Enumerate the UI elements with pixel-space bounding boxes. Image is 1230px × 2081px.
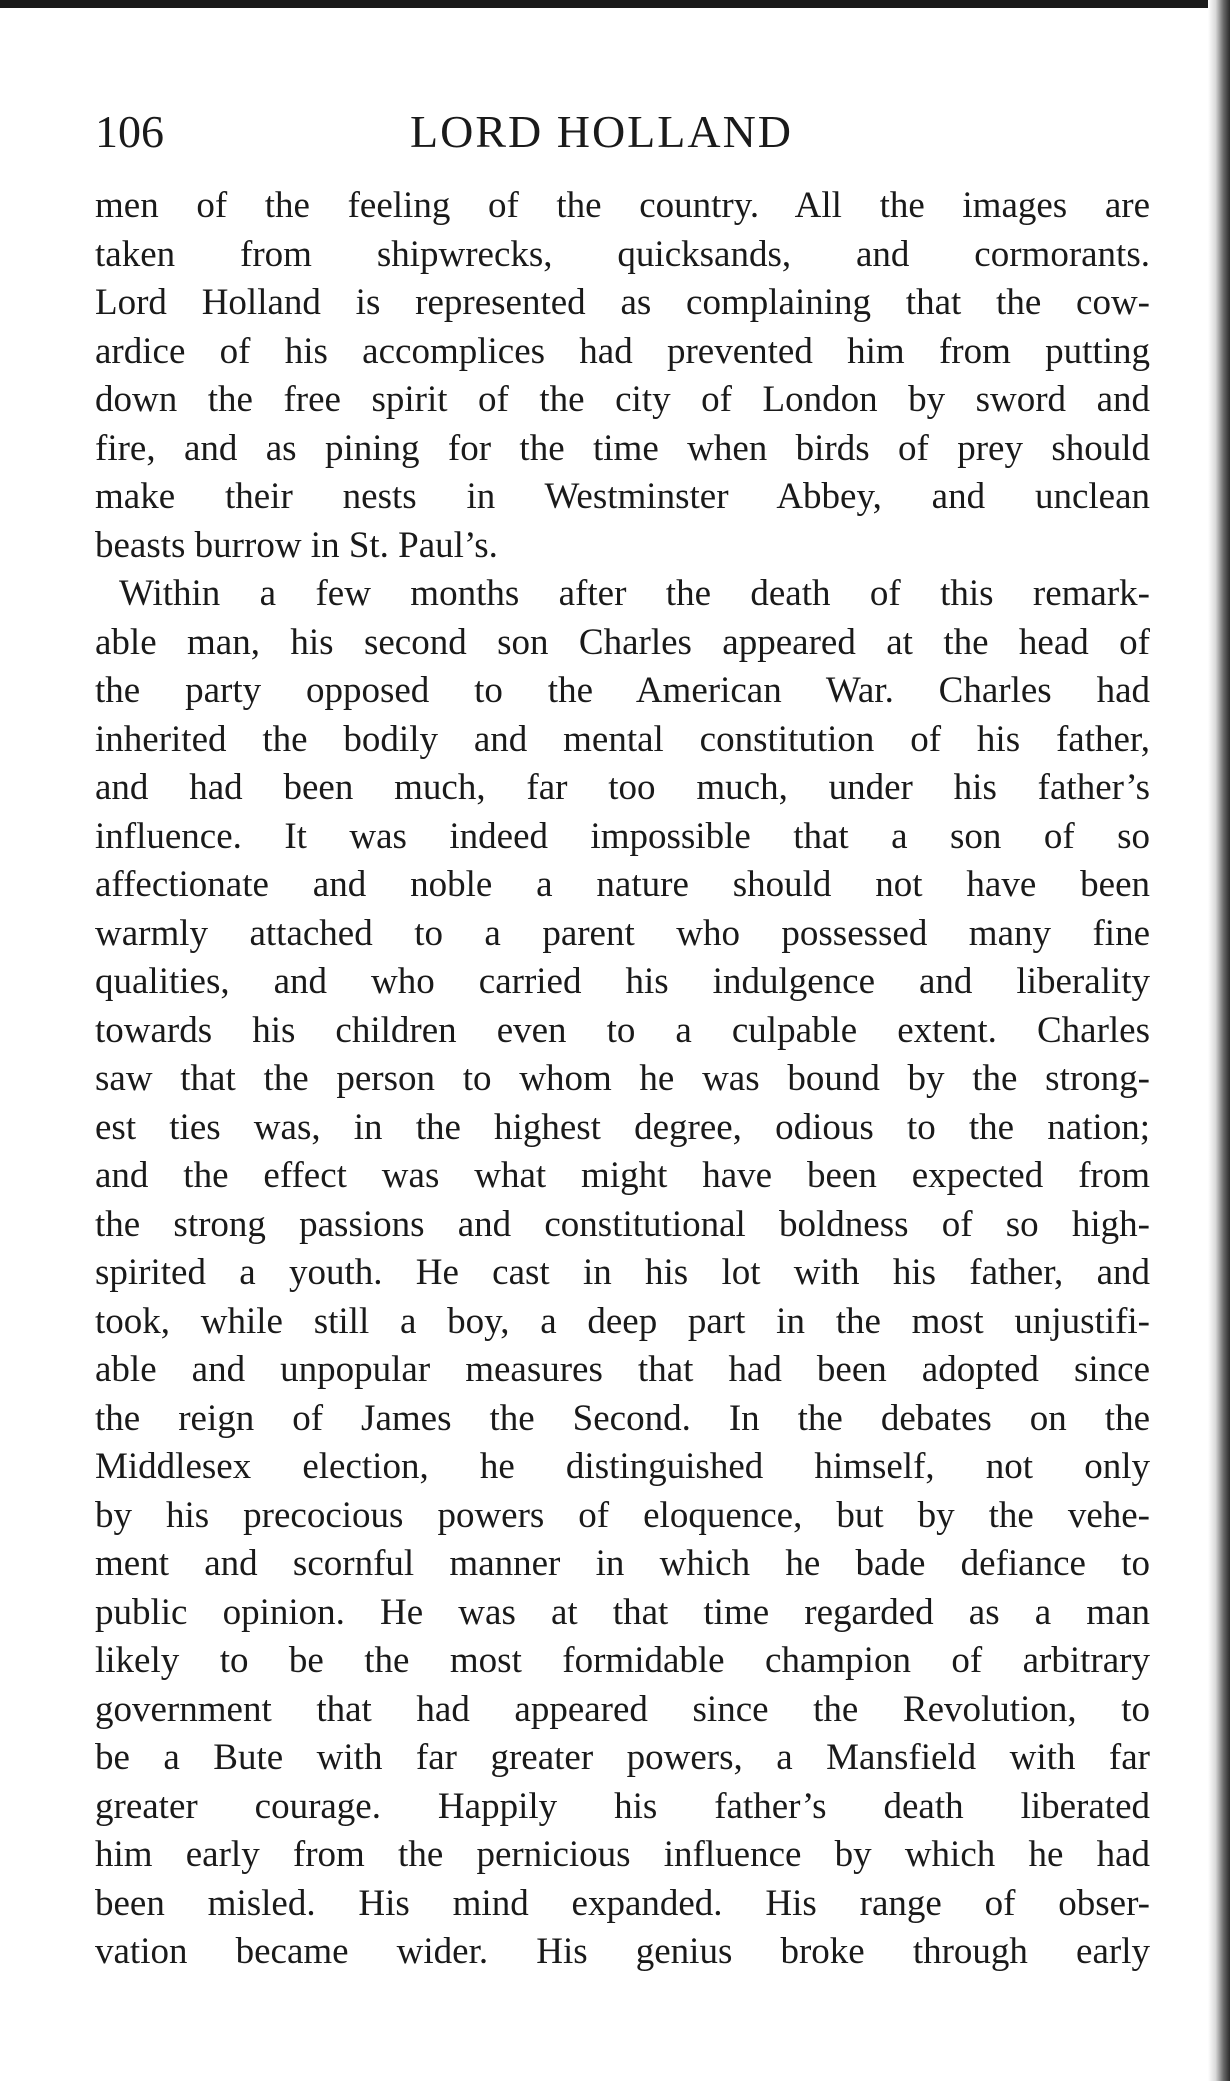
text-line: beasts burrow in St. Paul’s. (95, 524, 498, 566)
text-line: by his precocious powers of eloquence, but by the vehe- (95, 1494, 1150, 1536)
text-line: likely to be the most formidable champion of arbitrary (95, 1640, 1150, 1681)
text-line: be a Bute with far greater powers, a Mansfield with far (95, 1737, 1150, 1778)
text-line: fire, and as pining for the time when birds of prey should (95, 427, 1150, 469)
text-line: spirited a youth. He cast in his lot with his father, and (95, 1252, 1150, 1293)
page-number: 106 (95, 106, 164, 157)
text-line: vation became wider. His genius broke through early (95, 1931, 1150, 1972)
text-line: ment and scornful manner in which he bade defiance to (95, 1543, 1150, 1584)
text-line: towards his children even to a culpable extent. Charles (95, 1009, 1150, 1051)
text-line: and had been much, far too much, under his father’s (95, 767, 1150, 808)
text-line: able man, his second son Charles appeared at the head of (95, 621, 1150, 663)
text-line: Lord Holland is represented as complaining that the cow- (95, 282, 1150, 323)
text-line: saw that the person to whom he was bound by the strong- (95, 1058, 1150, 1099)
text-line: him early from the pernicious influence by which he had (95, 1834, 1150, 1875)
text-line: took, while still a boy, a deep part in the most unjustifi- (95, 1300, 1150, 1342)
text-line: down the free spirit of the city of London by sword and (95, 379, 1150, 420)
text-line: the strong passions and constitutional boldness of so high- (95, 1203, 1150, 1245)
text-line: ardice of his accomplices had prevented him from putting (95, 330, 1150, 372)
text-line: men of the feeling of the country. All the images are (95, 185, 1150, 226)
text-line: Within a few months after the death of this remark- (119, 573, 1150, 614)
text-line: make their nests in Westminster Abbey, and unclean (95, 476, 1150, 517)
text-line: the party opposed to the American War. Charles had (95, 670, 1150, 711)
text-line: affectionate and noble a nature should not have been (95, 864, 1150, 905)
text-line: influence. It was indeed impossible that a son of so (95, 815, 1150, 857)
text-line: greater courage. Happily his father’s death liberated (95, 1785, 1150, 1827)
text-line: warmly attached to a parent who possessed many fine (95, 912, 1150, 954)
page-edge-shadow (1208, 0, 1230, 2081)
text-line: been misled. His mind expanded. His range of obser- (95, 1882, 1150, 1924)
text-line: Middlesex election, he distinguished himself, not only (95, 1446, 1150, 1487)
text-line: est ties was, in the highest degree, odious to the nation; (95, 1106, 1150, 1148)
running-head (95, 102, 1145, 162)
text-line: qualities, and who carried his indulgence and liberality (95, 961, 1150, 1002)
running-title: LORD HOLLAND (410, 106, 794, 157)
body-text (95, 182, 1150, 1977)
text-line: able and unpopular measures that had been adopted since (95, 1349, 1150, 1390)
top-rule (0, 0, 1230, 8)
text-line: government that had appeared since the Revolution, to (95, 1688, 1150, 1730)
text-line: the reign of James the Second. In the debates on the (95, 1397, 1150, 1439)
text-line: and the effect was what might have been expected from (95, 1155, 1150, 1196)
text-line: inherited the bodily and mental constitution of his father, (95, 718, 1150, 760)
text-line: public opinion. He was at that time regarded as a man (95, 1591, 1150, 1633)
text-line: taken from shipwrecks, quicksands, and cormorants. (95, 233, 1150, 275)
